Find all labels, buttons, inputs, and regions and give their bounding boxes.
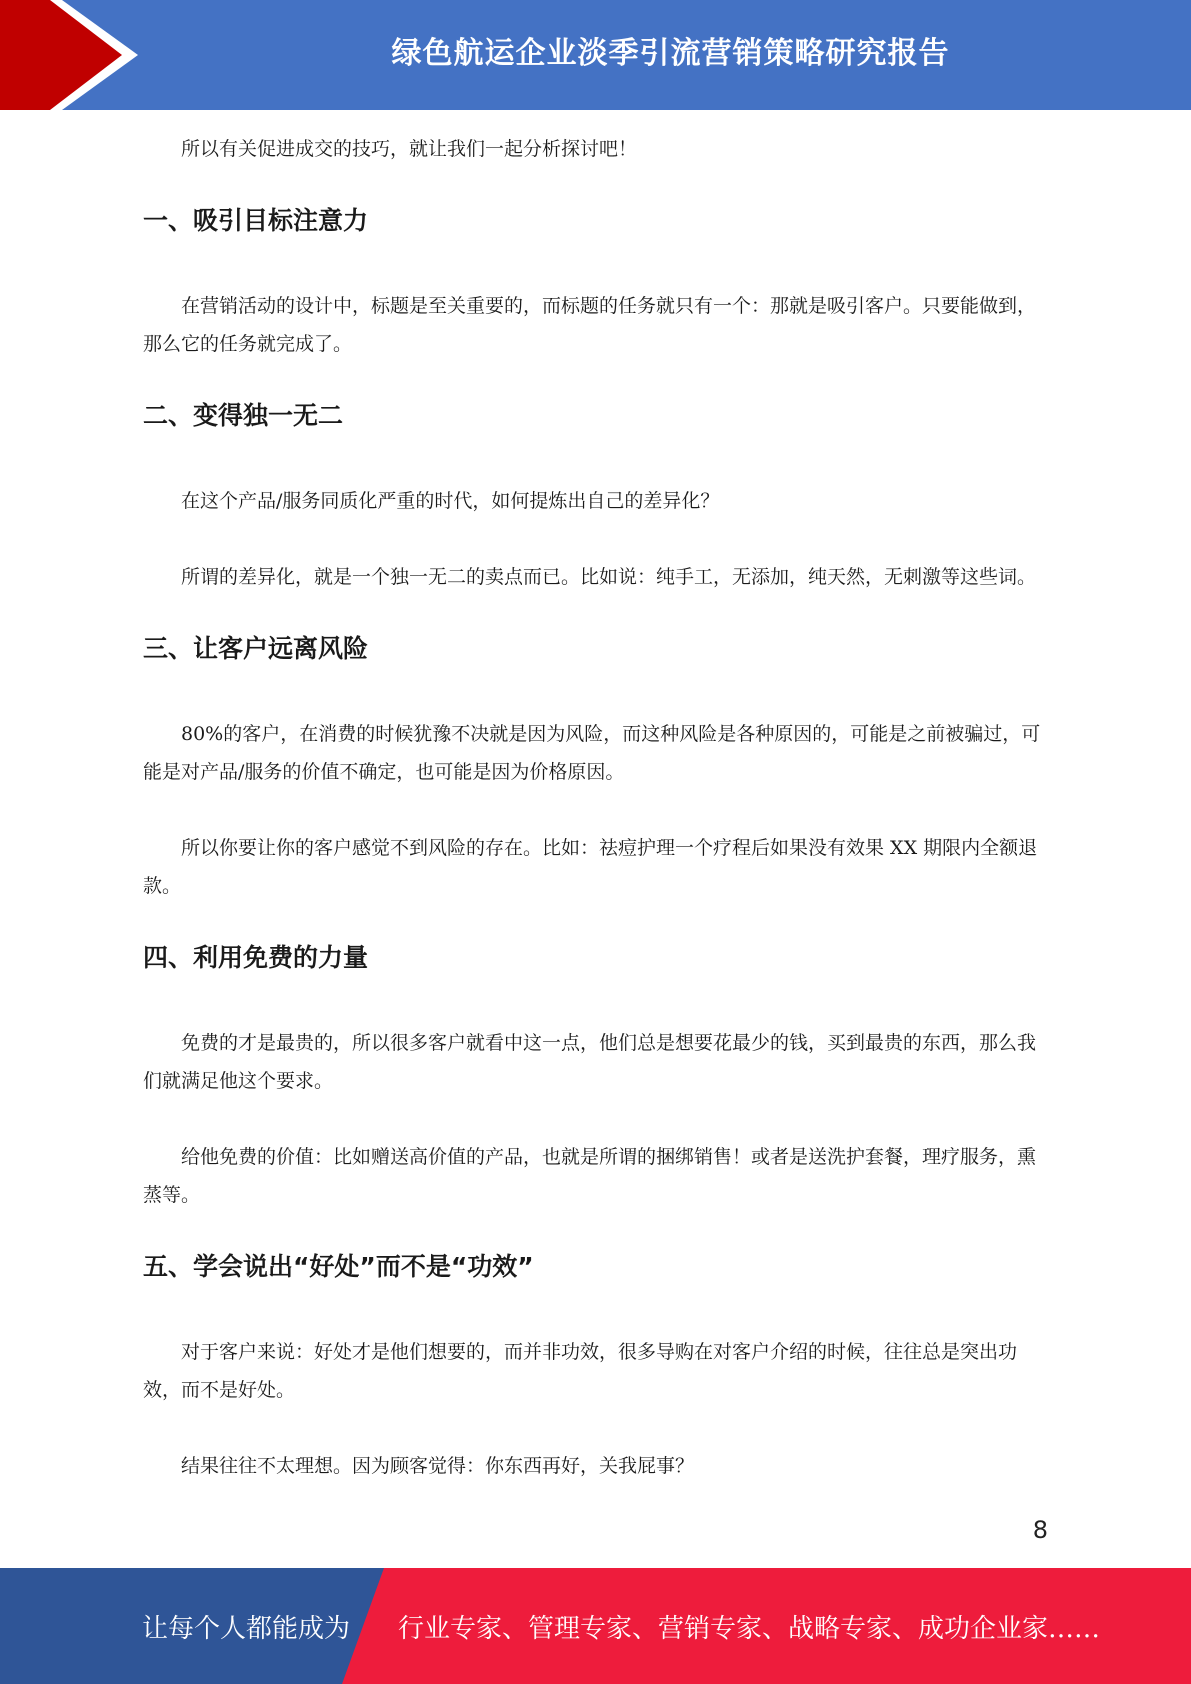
section-paragraph: 在这个产品/服务同质化严重的时代，如何提炼出自己的差异化？ — [181, 490, 720, 512]
section-heading: 二、变得独一无二 — [143, 401, 344, 430]
section-paragraph: 对于客户来说：好处才是他们想要的，而并非功效，很多导购在对客户介绍的时候，往往总是突出功效，而不是好处。 — [143, 1341, 1018, 1401]
header-banner — [0, 0, 1191, 110]
arrow-decoration-icon — [0, 0, 160, 110]
section-paragraph: 免费的才是最贵的，所以很多客户就看中这一点，他们总是想要花最少的钱，买到最贵的东西，那么我们就满足他这个要求。 — [143, 1032, 1037, 1092]
section-heading: 五、学会说出“好处”而不是“功效” — [143, 1252, 534, 1281]
section-heading: 四、利用免费的力量 — [143, 943, 369, 972]
section-paragraph: 80%的客户，在消费的时候犹豫不决就是因为风险，而这种风险是各种原因的，可能是之前被骗过，可能是对产品/服务的价值不确定，也可能是因为价格原因。 — [143, 723, 1041, 783]
section-paragraph: 所谓的差异化，就是一个独一无二的卖点而已。比如说：纯手工，无添加，纯天然，无刺激等这些词。 — [181, 566, 1037, 588]
section-paragraph: 所以你要让你的客户感觉不到风险的存在。比如：祛痘护理一个疗程后如果没有效果 XX 期限内全额退款。 — [143, 837, 1038, 897]
report-title: 绿色航运企业淡季引流营销策略研究报告 — [391, 36, 950, 71]
section-heading: 三、让客户远离风险 — [143, 634, 369, 663]
section-paragraph: 给他免费的价值：比如赠送高价值的产品，也就是所谓的捆绑销售！或者是送洗护套餐，理疗服务，熏蒸等。 — [143, 1146, 1037, 1206]
footer-slogan-left: 让每个人都能成为 — [142, 1613, 351, 1644]
section-paragraph: 结果往往不太理想。因为顾客觉得：你东西再好，关我屁事？ — [181, 1455, 695, 1477]
footer-slogan-right: 行业专家、管理专家、营销专家、战略专家、成功企业家…… — [398, 1613, 1101, 1644]
footer-banner — [0, 1568, 1191, 1684]
section-heading: 一、吸引目标注意力 — [143, 206, 369, 235]
intro-paragraph: 所以有关促进成交的技巧，就让我们一起分析探讨吧！ — [181, 138, 638, 160]
section-paragraph: 在营销活动的设计中，标题是至关重要的，而标题的任务就只有一个：那就是吸引客户。只要能做到，那么它的任务就完成了。 — [143, 295, 1037, 355]
page-number: 8 — [1032, 1516, 1048, 1544]
article-body — [143, 130, 1048, 1485]
